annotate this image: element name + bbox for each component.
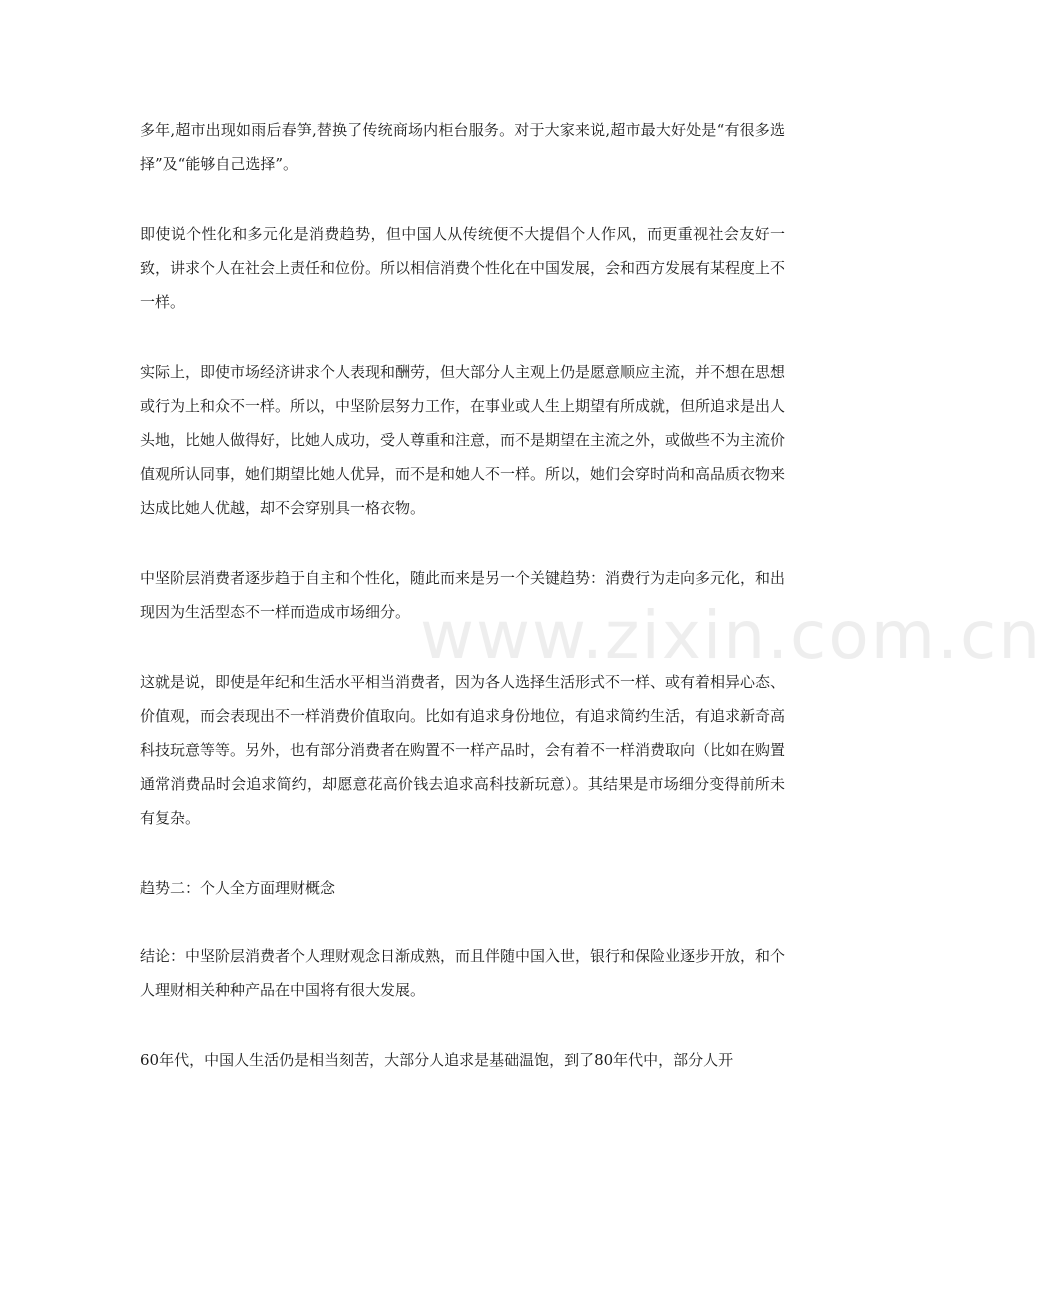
- paragraph-3: 实际上，即使市场经济讲求个人表现和酬劳，但大部分人主观上仍是愿意顺应主流，并不想在思想或行为上和众不一样。所以，中坚阶层努力工作，在事业或人生上期望有所成就，但所追求是出人头地，比她人做得好，比她人成功，受人尊重和注意，而不是期望在主流之外，或做些不为主流价值观所认同事，她们期望比她人优异，而不是和她人不一样。所以，她们会穿时尚和高品质衣物来达成比她人优越，却不会穿别具一格衣物。: [140, 363, 786, 517]
- paragraph-conclusion: 结论：中坚阶层消费者个人理财观念日渐成熟，而且伴随中国入世，银行和保险业逐步开放，和个人理财相关种种产品在中国将有很大发展。: [140, 947, 786, 999]
- paragraph-2: 即使说个性化和多元化是消费趋势，但中国人从传统便不大提倡个人作风，而更重视社会友好一致，讲求个人在社会上责任和位份。所以相信消费个性化在中国发展，会和西方发展有某程度上不一样。: [140, 225, 786, 311]
- paragraph-1: 多年,超市出现如雨后春笋,替换了传统商场内柜台服务。对于大家来说,超市最大好处是“有很多选择”及“能够自己选择”。: [140, 121, 785, 173]
- paragraph-last: 60年代，中国人生活仍是相当刻苦，大部分人追求是基础温饱，到了80年代中，部分人开: [140, 1051, 734, 1069]
- watermark: www.zixin.com.cn: [420, 597, 1042, 674]
- document-body: [140, 113, 785, 1113]
- paragraph-4: 中坚阶层消费者逐步趋于自主和个性化，随此而来是另一个关键趋势：消费行为走向多元化，和出现因为生活型态不一样而造成市场细分。: [140, 569, 786, 621]
- paragraph-5: 这就是说，即使是年纪和生活水平相当消费者，因为各人选择生活形式不一样、或有着相异心态、价值观，而会表现出不一样消费价值取向。比如有追求身份地位，有追求简约生活，有追求新奇高科技玩意等等。另外，也有部分消费者在购置不一样产品时，会有着不一样消费取向（比如在购置通常消费品时会追求简约，却愿意花高价钱去追求高科技新玩意）。其结果是市场细分变得前所未有复杂。: [140, 673, 786, 827]
- section-heading: 趋势二：个人全方面理财概念: [140, 879, 336, 897]
